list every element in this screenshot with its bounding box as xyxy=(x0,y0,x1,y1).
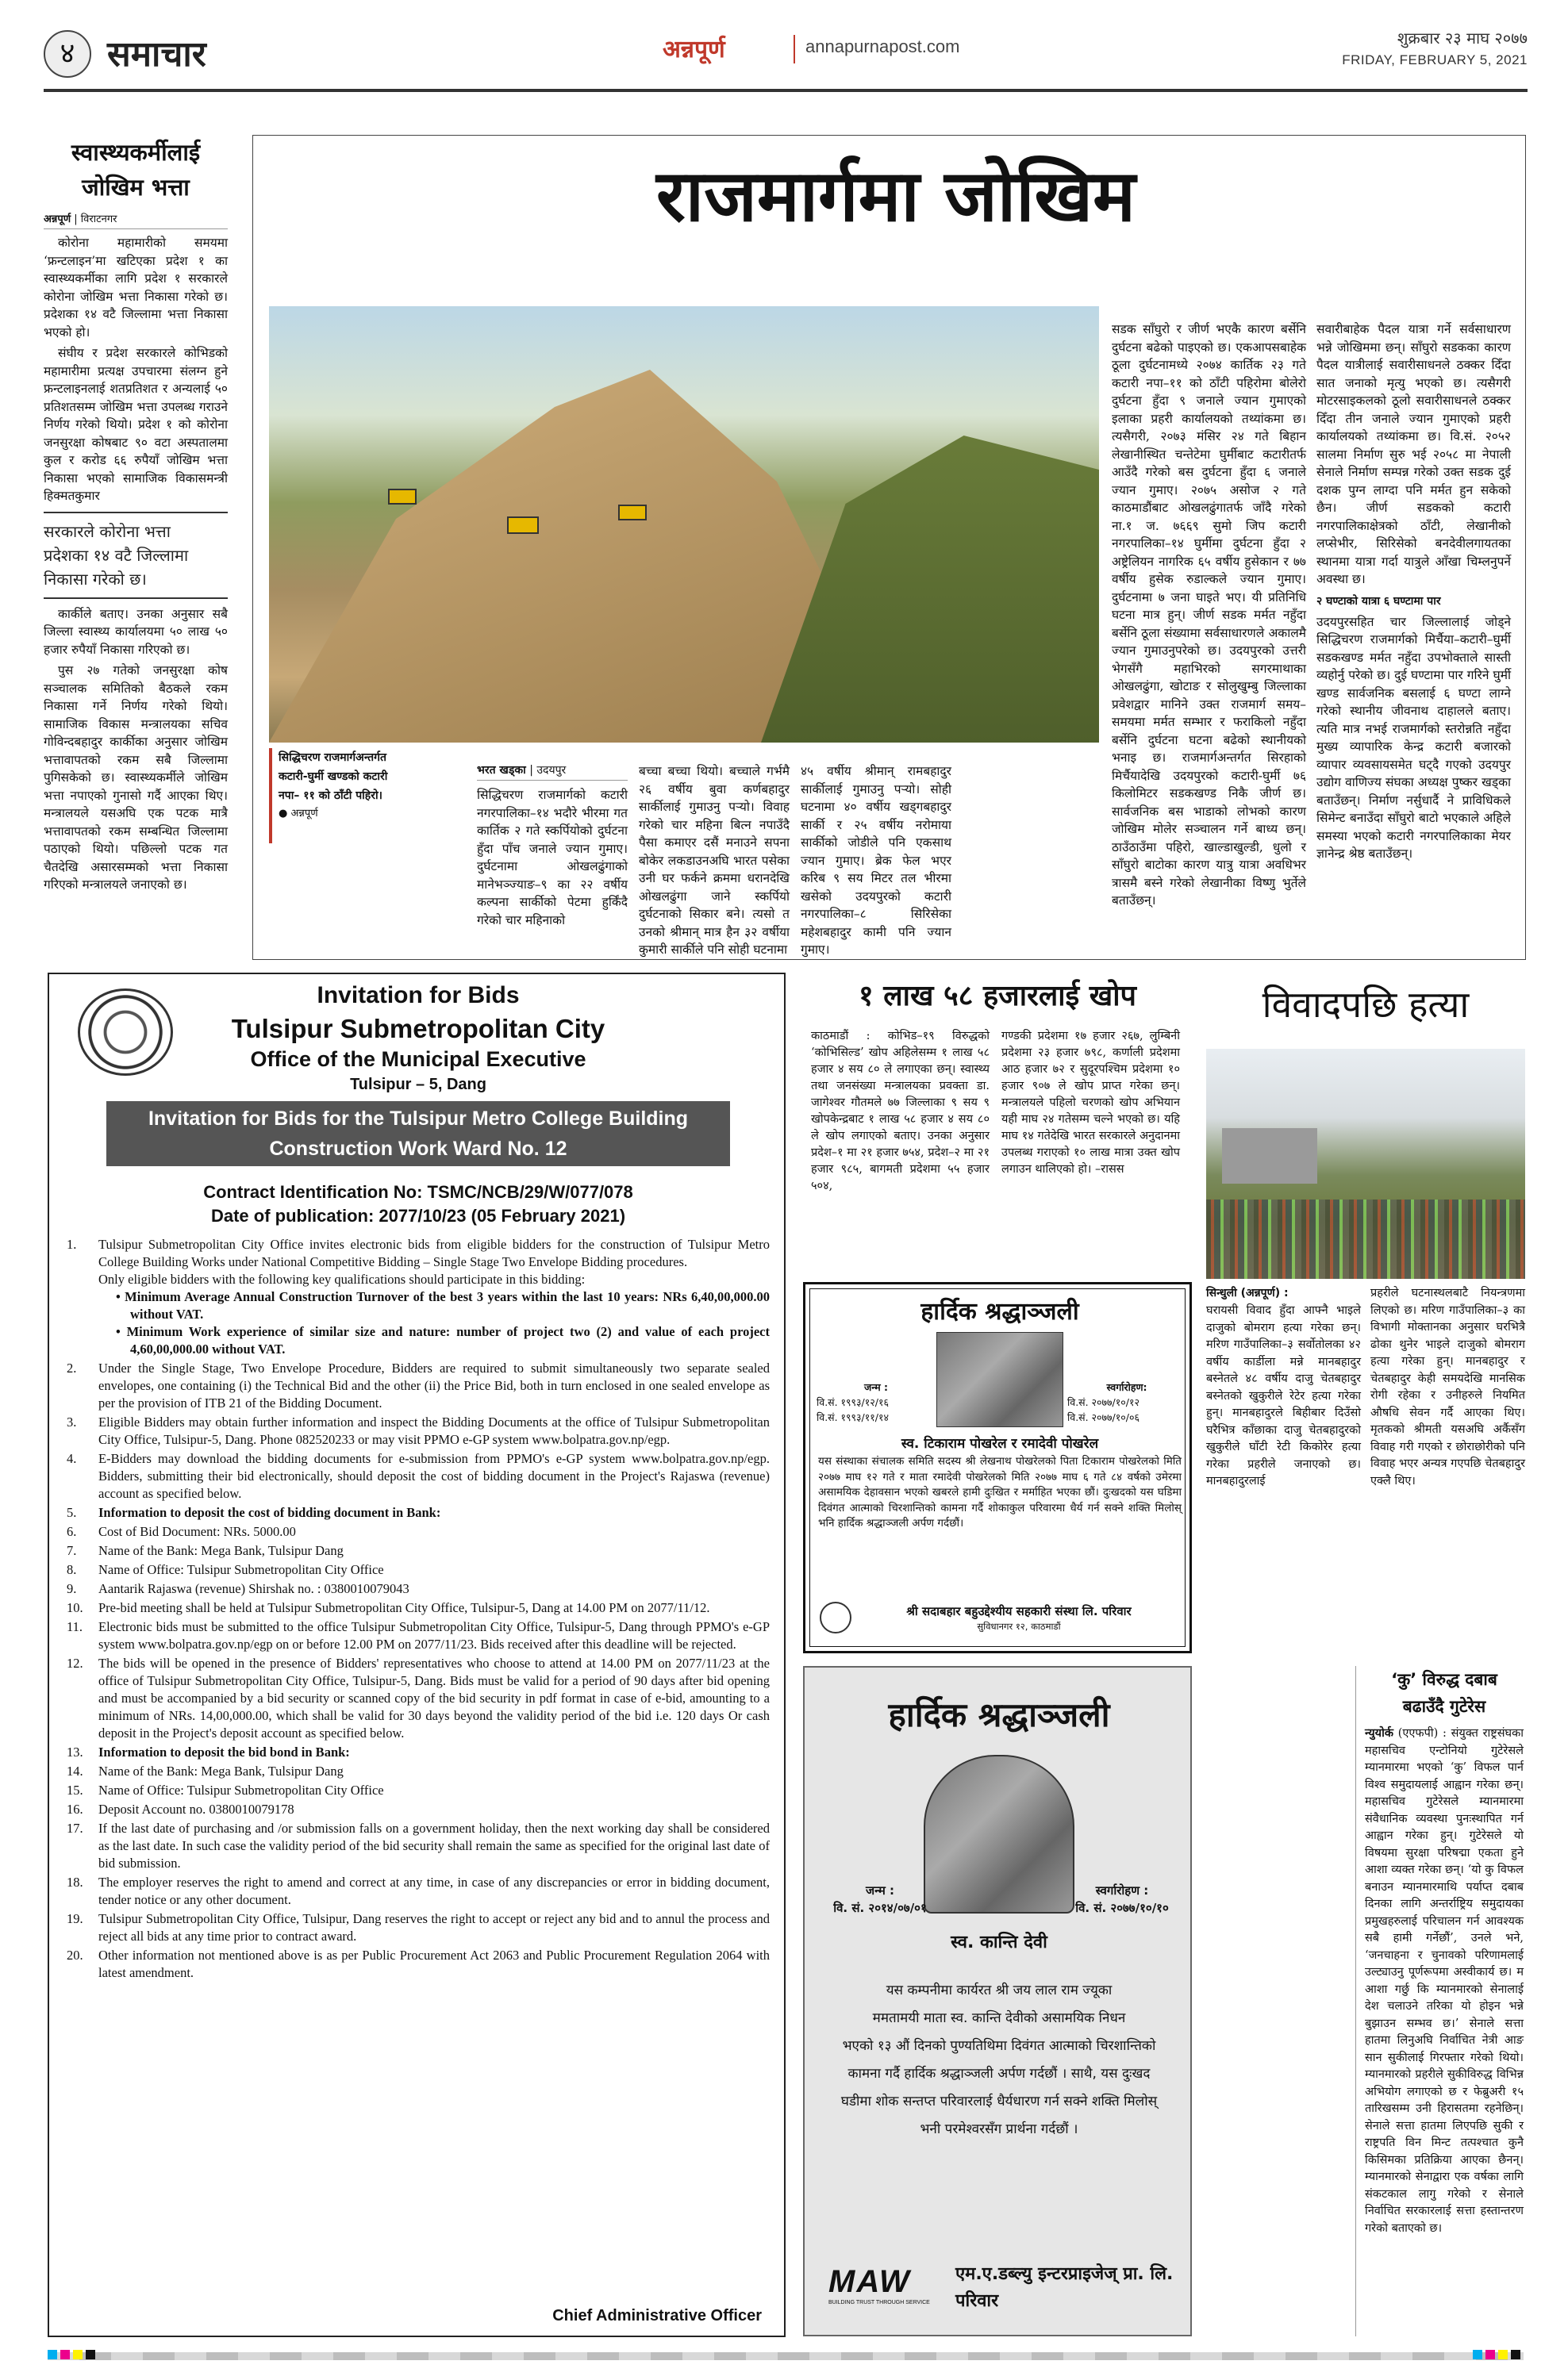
caption-line-3: नपा– ११ को ठाँटी पहिरो। xyxy=(279,789,382,802)
obit1-sign: श्री सदाबहार बहुउद्देश्यीय सहकारी संस्था लि. परिवार xyxy=(906,1604,1132,1618)
obit2-line-6: भनी परमेश्वरसँग प्रार्थना गर्दछौं । xyxy=(920,2121,1078,2137)
bid-item xyxy=(56,1763,770,1780)
registration-swatch xyxy=(86,2350,95,2359)
excavator-icon xyxy=(507,516,539,534)
masthead xyxy=(44,24,1528,99)
obit2-title: हार्दिक श्रद्धाञ्जली xyxy=(888,1695,1110,1734)
main-byline-name: भरत खड्का xyxy=(477,764,526,777)
murder-headline: विवादपछि हत्या xyxy=(1262,983,1470,1026)
bid-item-text: Name of the Bank: Mega Bank, Tulsipur Dang xyxy=(98,1764,344,1779)
bid-item-text: Tulsipur Submetropolitan City Office, Tulsipur, Dang reserves the right to accept or reject any bid and to annul the process and reject all bids at any time prior to contract award. xyxy=(98,1911,770,1944)
page-number: ४ xyxy=(44,30,91,78)
bid-item-number: 9. xyxy=(67,1581,77,1596)
left-para-1: कोरोना महामारीको समयमा ‘फ्रन्टलाइन’मा खटिएका प्रदेश १ का स्वास्थ्यकर्मीका लागि प्रदेश १ सरकारले कोरोना जोखिम भत्ता निकासा गरेको छ। प्रदेशका १४ वटै जिल्लामा भत्ता निकासा भएको हो। xyxy=(44,236,228,340)
main-col-5-wrap xyxy=(1316,321,1511,947)
main-byline-place: उदयपुर xyxy=(536,764,567,777)
landslide-photo xyxy=(269,306,1099,743)
bid-address: Tulsipur – 5, Dang xyxy=(350,1076,486,1093)
obit2-line-5: घडीमा शोक सन्तप्त परिवारलाई धैर्यधारण गर्न सक्ने शक्ति मिलोस् xyxy=(840,2094,1158,2109)
bid-item xyxy=(56,1744,770,1761)
obituary-1 xyxy=(803,1282,1192,1653)
left-pullquote xyxy=(44,512,228,599)
murder-col-2: प्रहरीले घटनास्थलबाटै नियन्त्रणमा लिएको छ। मरिण गाउँपालिका–३ का विभागी मोक्तानका अनुसार घरभित्रै ढोका थुनेर भाइले दाजुको बोमराग हत्या गरेका हुन्। मानबहादुर र चेतबहादुर केही समयदेखि मानसिक रोगी रहेका र उनीहरुले नियमित औषधि सेवन गर्दै आएका थिए। मृतकको श्रीमती यसअघि अर्कैसँग विवाह गरी गएको र छोराछोरीको पनि विवाह भएर अन्यत्र गएपछि चेतबहादुर एक्लै थिए। xyxy=(1370,1287,1525,1488)
obit2-death-value: वि. सं. २०७७/१०/१० xyxy=(1075,1901,1169,1915)
bid-signoff: Chief Administrative Officer xyxy=(552,2307,762,2324)
obit1-birth xyxy=(817,1380,936,1425)
main-col-5: सवारीबाहेक पैदल यात्रा गर्ने सर्वसाधारण भन्ने जोखिममा छन्। साँघुरो सडकका कारण पैदल यात्रीलाई सवारीसाधनले ठक्कर दिँदा सात जनाको मृत्यु भएको छ। त्यसैगरी मोटरसाइकलको ठूलो सवारीसाधनले ठक्कर दिँदा तीन जनाले ज्यान गुमाएको प्रहरी कार्यालयको तथ्यांकमा छ। वि.सं. २०५२ सालमा निर्माण सुरु भई २०५८ मा नेपाली सेनाले निर्माण सम्पन्न गरेको उक्त सडक दुई दशक पुग्न लाग्दा पनि मर्मत हुन सकेको छैन। जीर्ण सडकको कटारी नगरपालिकाक्षेत्रको ठाँटी, लेखानीको लप्सेभीर, सिरिसेको बनदेवीलगायतका स्थानमा यात्रा गर्दा यात्रुले आँखा चिम्लनुपर्ने अवस्था छ। xyxy=(1316,322,1511,586)
bid-item xyxy=(56,1504,770,1522)
bid-item xyxy=(56,1655,770,1742)
bid-item-text: Name of Office: Tulsipur Submetropolitan City Office xyxy=(98,1562,384,1577)
obit2-company-family: परिवार xyxy=(955,2291,999,2311)
bid-item-number: 17. xyxy=(67,1821,83,1836)
guterres-body xyxy=(1365,1725,1524,2237)
bid-item xyxy=(56,1414,770,1449)
bid-office: Office of the Municipal Executive xyxy=(250,1047,586,1071)
byline-brand: अन्नपूर्ण xyxy=(44,213,71,225)
obit2-line-1: यस कम्पनीमा कार्यरत श्री जय लाल राम ज्यूका xyxy=(886,1983,1113,1998)
obit1-logo-icon xyxy=(820,1602,851,1633)
obit2-line-2: ममतामयी माता स्व. कान्ति देवीको असामयिक निधन xyxy=(872,2010,1126,2026)
bid-item-text: Cost of Bid Document: NRs. 5000.00 xyxy=(98,1524,296,1539)
section-name: समाचार xyxy=(107,34,206,75)
obit2-photo xyxy=(924,1755,1074,1914)
date-english: FRIDAY, FEBRUARY 5, 2021 xyxy=(1342,52,1528,67)
guterres-headline-1: ‘कु’ विरुद्ध दबाब xyxy=(1391,1670,1497,1689)
bid-org: Tulsipur Submetropolitan City xyxy=(231,1014,605,1043)
bid-item xyxy=(56,1542,770,1560)
guterres-text: (एएफपी) : संयुक्त राष्ट्रसंघका महासचिव एन्टोनियो गुटेरेसले म्यानमारमा भएको ‘कु’ विफल पार्न विश्व समुदायलाई आह्वान गरेका छन्। महासचिव गुटेरेसले म्यानमारमा संवैधानिक व्यवस्था पुनःस्थापित गर्न आह्वान गरेका हुन्। गुटेरेसले यो विषयमा सुरक्षा परिषद्मा एकता हुने आशा व्यक्त गरेका छन्। ‘यो कु विफल बनाउन म्यानमारमाथि पर्याप्त दबाब दिनका लागि अन्तर्राष्ट्रिय समुदायका प्रमुखहरुलाई परिचालन गर्न आवश्यक सबै हामी गर्नेछौं’, उनले भने, ‘जनचाहना र चुनावको परिणामलाई उल्ट्याउनु पूर्णरूपमा अस्वीकार्य छ। म आशा गर्छु कि म्यानमारको सेनालाई देश चलाउने तरिका यो होइन भन्ने बुझाउन सम्भव छ।’ सेनाले सत्ता हातमा लिनुअघि निर्वाचित नेत्री आङ सान सुकीलाई गिरफ्तार गरेको थियो। म्यानमारको प्रहरीले सुकीविरुद्ध विभिन्न अभियोग लगाएको छ र फेब्रुअरी १५ तारिखसम्म उनी हिरासतमा रहनेछिन्। सेनाले सत्ता हातमा लिएपछि सुकी र राष्ट्रपति विन मिन्ट तत्पश्चात कुनै किसिमका प्रतिक्रिया आएका छैनन्। म्यानमारको सेनाद्वारा एक वर्षका लागि संकटकाल लागु गरेको र सेनाले निर्वाचित सरकारलाई सत्ता हस्तान्तरण गरेको बताएको छ। xyxy=(1365,1727,1524,2235)
vaccine-col-2: गण्डकी प्रदेशमा १७ हजार २६७, लुम्बिनी प्रदेशमा २३ हजार ७९८, कर्णाली प्रदेशमा आठ हजार ७२ र सुदूरपश्चिम प्रदेशमा १० हजार ९०७ ले खोप प्राप्त गरेका छन्। मन्त्रालयले पहिलो चरणको खोप अभियान यही माघ २४ गतेसम्म चल्ने भएको छ। यहि माघ १४ गतेदेखि भारत सरकारले अनुदानमा उपलब्ध गराएको १० लाख मात्रा उक्त खोप लगाउन थालिएको हो। –रासस xyxy=(1001,1030,1180,1176)
obit1-birth-1: वि.सं. १९९३/१२/१६ xyxy=(817,1396,889,1408)
murder-story xyxy=(1206,973,1525,1655)
bid-banner: Invitation for Bids for the Tulsipur Metro College Building Construction Work Ward No. 12 xyxy=(106,1101,730,1166)
bid-item-number: 8. xyxy=(67,1562,77,1577)
bid-item-extra: Only eligible bidders with the following key qualifications should participate in this bidding: xyxy=(98,1272,586,1287)
bid-title: Invitation for Bids xyxy=(317,982,520,1008)
left-para-2: संघीय र प्रदेश सरकारले कोभिडको महामारीमा प्रत्यक्ष उपचारमा संलग्न हुने फ्रन्टलाइनलाई शतप्रतिशत र अन्यलाई ५० प्रतिशतसम्म जोखिम भत्ता उपलब्ध गराउने निर्णय गरेको थियो। प्रदेश १ को कोरोना जनसुरक्षा कोषबाट ९० वटा अस्पतालमा कुल र करोड ६६ रुपैयाँ जोखिम भत्ता निकासा भएको सामाजिक विकासमन्त्री हिक्मतकुमार xyxy=(44,346,228,503)
murder-col-1: घरायसी विवाद हुँदा आफ्नै भाइले दाजुको बोमराग हत्या गरेका छन्। मरिण गाउँपालिका–३ सर्वोतोलका ४२ वर्षीय कार्डीला मन्ने मानबहादुर बस्नेतले ४८ वर्षीय दाजु चेतबहादुर बस्नेतको खुकुरीले रेटेर हत्या गरेका हुन्। मानबहादुरले बिहीबार दिउँसो घरैभित्र काँछाका दाजु चेतबहादुरको खुकुरीले घाँटी रेटी किकोरेर हत्या गरेका प्रहरीले जनाएको छ। मानबहादुरलाई xyxy=(1206,1304,1361,1488)
bid-item-number: 3. xyxy=(67,1415,77,1430)
bid-item xyxy=(56,1618,770,1653)
excavator-icon xyxy=(388,489,417,505)
bid-item-text: Electronic bids must be submitted to the office Tulsipur Submetropolitan City Office, Tulsipur-5, Dang through PPMO's e-GP system www.bolpatra.gov.np/egp on or before 12.00 PM on 2077/11/23. Bids received after this deadline will be rejected. xyxy=(98,1619,770,1652)
registration-swatch xyxy=(1473,2350,1482,2359)
main-col-3: ४५ वर्षीय श्रीमान् रामबहादुर सार्कीलाई गुमाउनु पर्‍यो। सोही घटनामा ४० वर्षीय खड्गबहादुर सार्की र २५ वर्षीय नरोमाया सार्कीको जोडीले पनि एकसाथ ज्यान गुमाए। ब्रेक फेल भएर करिब ९ सय मिटर तल भीरमा खसेको उदयपुरको कटारी नगरपालिका–८ सिरिसेका महेशबहादुर कामी पनि ज्यान गुमाए। xyxy=(801,764,951,957)
pullquote-line-2: प्रदेशका १४ वटै जिल्लामा xyxy=(44,545,189,565)
caption-credit-text: अन्नपूर्ण xyxy=(290,808,318,820)
registration-swatch xyxy=(73,2350,83,2359)
bid-item-text: If the last date of purchasing and /or submission falls on a government holiday, then the next working day shall be considered as the last date. In such case the validity period of the bid security shall remain the same as specified for the original last date of bid submission. xyxy=(98,1821,770,1871)
bid-item-text: Pre-bid meeting shall be held at Tulsipur Submetropolitan City Office, Tulsipur-5, Dang at 14.00 PM on 2077/11/12. xyxy=(98,1600,710,1615)
bid-item xyxy=(56,1580,770,1598)
obit2-death xyxy=(1066,1882,1178,1917)
bid-item-number: 1. xyxy=(67,1237,77,1252)
bid-item-number: 10. xyxy=(67,1600,83,1615)
obit1-sign-sub: सुविधानगर १२, काठमाडौं xyxy=(977,1621,1061,1632)
guterres-story xyxy=(1365,1666,1524,2336)
bid-item xyxy=(56,1450,770,1503)
left-story xyxy=(44,135,228,944)
bid-notice xyxy=(48,973,786,2337)
bid-item-text: Tulsipur Submetropolitan City Office invites electronic bids from eligible bidders for the construction of Tulsipur Metro College Building Works under National Competitive Bidding – Single Stage Two Envelope Bidding procedures. xyxy=(98,1237,770,1269)
left-body-2 xyxy=(44,605,228,894)
pullquote-line-3: निकासा गरेको छ। xyxy=(44,569,147,589)
bid-item xyxy=(56,1874,770,1909)
crowd-shape xyxy=(1206,1200,1525,1279)
bid-item-number: 15. xyxy=(67,1783,83,1798)
maw-logo-tag: BUILDING TRUST THROUGH SERVICE xyxy=(828,2300,930,2305)
vaccine-col-1: काठमाडौं : कोभिड–१९ विरुद्धको ‘कोभिसिल्ड’ खोप अहिलेसम्म १ लाख ५८ हजार ४ सय ८० ले लगाएका छन्। स्वास्थ्य तथा जनसंख्या मन्त्रालयका प्रवक्ता डा. जागेश्वर गौतमले ७७ जिल्लाका ९ सय ९ खोपकेन्द्रबाट १ लाख ५८ हजार ४ सय ८० ले खोप लगाएको बताए। उनका अनुसार प्रदेश–१ मा २१ हजार ७५४, प्रदेश–२ मा २१ हजार ९८५, बागमती प्रदेशमा ५५ हजार ५०४, xyxy=(811,1030,990,1192)
bid-item-text: The bids will be opened in the presence of Bidders' representatives who choose to attend at 14.00 PM on 2077/11/23 at the office of Tulsipur Submetropolitan City Office, Tulsipur-5, Dang. Bids must be valid for a period of 90 days after bid opening and must be accompanied by a bid security or scanned copy of the bid security in pdf format in case of e-bid, amounting to a minimum of NRs. 14,00,000.00, which shall be valid for 30 days beyond the validity period of the bid i.e. 120 days Or cash deposit in the Project's deposit account as specified below. xyxy=(98,1656,770,1741)
bid-item-text: Deposit Account no. 0380010079178 xyxy=(98,1802,294,1817)
murder-byline: सिन्धुली (अन्नपूर्ण) : xyxy=(1206,1287,1289,1299)
registration-swatch xyxy=(1511,2350,1520,2359)
registration-swatch xyxy=(1485,2350,1495,2359)
bid-item-text: Other information not mentioned above is as per Public Procurement Act 2063 and Public Procurement Regulation 2064 with latest amendment. xyxy=(98,1948,770,1980)
bid-item xyxy=(56,1910,770,1945)
left-headline-1: स्वास्थ्यकर्मीलाई xyxy=(71,139,201,166)
registration-swatch xyxy=(60,2350,70,2359)
obit2-birth-value: वि. सं. २०१४/०७/०१ xyxy=(833,1901,927,1915)
bid-item-number: 6. xyxy=(67,1524,77,1539)
masthead-rule xyxy=(44,89,1528,92)
obit1-birth-label: जन्म : xyxy=(863,1381,889,1393)
obit1-body: यस संस्थाका संचालक समिति सदस्य श्री लेखनाथ पोखरेलको पिता टिकाराम पोखरेलको मिति २०७७ माघ १२ गते र माता रमादेवी पोखरेलको मिति २०७७ माघ ६ गते ८४ वर्षको उमेरमा असामयिक देहावसान भएको खबरले हामी दुःखित र मर्माहित भएका छौं। दुःखदको यस घडिमा दिवंगत आत्माको चिरशान्तिको कामना गर्दै शोकाकुल परिवारमा धैर्य गर्न सक्ने शक्ति मिलोस् भनि हार्दिक श्रद्धाञ्जली अर्पण गर्दछौं। xyxy=(818,1455,1182,1530)
left-para-3: कार्कीले बताए। उनका अनुसार सबै जिल्ला स्वास्थ्य कार्यालयमा ५० लाख ५० हजार रुपैयाँ निकासा गरिएको छ। xyxy=(44,606,228,657)
bid-item xyxy=(56,1782,770,1799)
bid-item-text: Under the Single Stage, Two Envelope Procedure, Bidders are required to submit simultaneously two separate sealed envelopes, one containing (i) the Technical Bid and the other (ii) the Price Bid, both in turn enclosed in one sealed envelope as per the provision of ITB 21 of the Bidding Document. xyxy=(98,1361,770,1411)
obit2-line-3: भएको १३ औं दिनको पुण्यतिथिमा दिवंगत आत्माको चिरशान्तिको xyxy=(842,2038,1156,2054)
bid-items xyxy=(56,1236,770,2299)
bid-item-number: 12. xyxy=(67,1656,83,1671)
obituary-2 xyxy=(803,1666,1192,2336)
obit2-birth-label: जन्म : xyxy=(865,1883,895,1898)
house-shape xyxy=(1222,1128,1317,1184)
obit2-death-label: स्वर्गारोहण : xyxy=(1095,1883,1149,1898)
excavator-icon xyxy=(618,505,647,520)
brand-divider xyxy=(794,35,795,63)
crowd-photo xyxy=(1206,1049,1525,1279)
bid-item-number: 2. xyxy=(67,1361,77,1376)
bid-item-number: 7. xyxy=(67,1543,77,1558)
guterres-divider xyxy=(1355,1666,1356,2336)
vaccine-story xyxy=(811,973,1184,1274)
bid-pubdate: Date of publication: 2077/10/23 (05 February 2021) xyxy=(210,1206,626,1226)
caption-credit: ● अन्नपूर्ण xyxy=(279,808,318,820)
caption-title: सिद्धिचरण राजमार्गअन्तर्गत xyxy=(279,751,386,764)
obit2-company-name: एम.ए.डब्ल्यु इन्टरप्राइजेज् प्रा. लि. xyxy=(955,2264,1174,2284)
bid-item xyxy=(56,1599,770,1617)
obit1-death-label: स्वर्गारोहण: xyxy=(1106,1381,1147,1393)
main-byline: भरत खड्का | उदयपुर xyxy=(477,762,628,781)
main-col-5b: उदयपुरसहित चार जिल्लालाई जोड्ने सिद्धिचरण राजमार्गको मिर्चैया–कटारी–घुर्मी सडकखण्ड मर्मत नहुँदा उपभोक्ताले सास्ती व्यहोर्नु परेको छ। दुई घण्टामा पार गरिने घुर्मी खण्ड सार्वजनिक बसलाई ६ घण्टा लाग्ने गरेको स्थानीय जीवनाथ दाहालले बताए। त्यति मात्र नभई राजमार्गको स्तरोन्नति नहुँदा मुख्य व्यापारिक केन्द्र कटारी बजारको व्यापार व्यवसायसमेत घट्दै गएको उदयपुर उद्योग वाणिज्य संघका अध्यक्ष पुष्कर खड्का बताउँछन्। निर्माण नर्सुधार्दै ने प्राविधिकले सिमेन्ट बनाउँदा साँघुरो बाटो भएकाले अहिले समस्या भएको कटारी नगरपालिकाका मेयर ज्ञानेन्द्र श्रेष्ठ बताउँछन्। xyxy=(1316,614,1511,861)
main-subhead: २ घण्टाको यात्रा ६ घण्टामा पार xyxy=(1316,594,1441,608)
bid-qualification: • Minimum Average Annual Construction Turnover of the best 3 years within the last 10 years: NRs 6,40,00,000.00 without VAT. xyxy=(116,1289,770,1322)
bid-item-text: The employer reserves the right to amend and correct at any time, in case of any discrepancies or error in bidding document, tender notice or any other document. xyxy=(98,1875,770,1907)
obit2-birth xyxy=(828,1882,932,1917)
bid-item-number: 14. xyxy=(67,1764,83,1779)
obit1-death xyxy=(1067,1380,1186,1425)
left-para-4: पुस २७ गतेको जनसुरक्षा कोष सञ्चालक समितिको बैठकले रकम निकासा गर्ने निर्णय गरेको थियो। सामाजिक विकास मन्त्रालयका सचिव गोविन्दबहादुर कार्कीका अनुसार जोखिम भत्तावापतको रकम सबै जिल्लामा पुगिसकेको छ। स्वास्थ्यकर्मीले जोखिम भत्ता नपाएको गुनासो गर्दै आएका थिए। मन्त्रालयले यसअघि एक पटक मात्रै भत्तावापतको रकम सम्बन्धित जिल्लामा पठाएको थियो। पछिल्लो पटक गत चैतदेखि असारसम्मको भत्ता निकासा गरिएको मन्त्रालयले जनाएको छ। xyxy=(44,663,228,892)
guterres-headline-2: बढाउँदै गुटेरेस xyxy=(1402,1697,1486,1716)
obit1-title: हार्दिक श्रद्धाञ्जली xyxy=(920,1298,1079,1326)
bid-item xyxy=(56,1820,770,1872)
bid-item xyxy=(56,1801,770,1818)
bid-item-number: 11. xyxy=(67,1619,83,1634)
bid-item-number: 19. xyxy=(67,1911,83,1926)
bid-item-text: Aantarik Rajaswa (revenue) Shirshak no. : 0380010079043 xyxy=(98,1581,409,1596)
bid-item-number: 18. xyxy=(67,1875,83,1890)
bid-contract: Contract Identification No: TSMC/NCB/29/W/077/078 xyxy=(203,1182,633,1202)
bid-item-number: 13. xyxy=(67,1745,83,1760)
obit2-name: स्व. कान्ति देवी xyxy=(951,1933,1047,1952)
obit1-death-2: वि.सं. २०७७/१०/०६ xyxy=(1067,1411,1139,1423)
date-nepali: शुक्रबार २३ माघ २०७७ xyxy=(1397,29,1528,48)
caption-line-2: कटारी-घुर्मी खण्डको कटारी xyxy=(279,770,388,783)
maw-logo xyxy=(828,2264,947,2305)
main-col-2: बच्चा बच्चा थियो। बच्चाले गर्भमै २६ वर्षीय बुवा कर्णबहादुर सार्कीलाई गुमाउनु पर्‍यो। विवाह गरेको चार महिना बित्न नपाउँदै पैसा कमाएर दसैं मनाउने सपना बोकेर लकडाउनअघि भारत पसेका उनी घर फर्कने क्रममा धरानदेखि ओखलढुंगा जाने स्कर्पियो दुर्घटनाको सिकार बने। त्यसो त उनको श्रीमान् मात्र हैन ३२ वर्षीया कुमारी सार्कीले पनि सोही घटनामा xyxy=(639,764,790,957)
obit2-company xyxy=(955,2261,1186,2315)
bid-item-number: 16. xyxy=(67,1802,83,1817)
bid-item xyxy=(56,1236,770,1358)
obit1-birth-2: वि.सं. १९९३/११/१४ xyxy=(817,1411,889,1423)
bid-item-number: 5. xyxy=(67,1505,77,1520)
obit1-photo xyxy=(936,1332,1063,1427)
vaccine-headline: १ लाख ५८ हजारलाई खोप xyxy=(859,980,1136,1012)
obit1-death-1: वि.सं. २०७७/१०/१२ xyxy=(1067,1396,1139,1408)
bid-item xyxy=(56,1561,770,1579)
registration-swatch xyxy=(48,2350,57,2359)
print-register-bar xyxy=(48,2352,1524,2360)
left-byline: अन्नपूर्ण | विराटनगर xyxy=(44,211,228,229)
bid-item-text: E-Bidders may download the bidding documents for e-submission from PPMO's e-GP system www.bolpatra.gov.np/egp. Bidders, submitting their bid electronically, should deposit the cost of bidding document in the Project's Rajaswa (revenue) account as specified below. xyxy=(98,1451,770,1501)
obit1-names: स्व. टिकाराम पोखरेल र रमादेवी पोखरेल xyxy=(901,1436,1099,1452)
registration-swatch xyxy=(1498,2350,1508,2359)
main-col-1: सिद्धिचरण राजमार्गको कटारी नगरपालिका–१४ भदौरे भीरमा गत कार्तिक २ गते स्कर्पियोको दुर्घटना हुँदा पाँच जनाले ज्यान गुमाए। दुर्घटनामा ओखलढुंगाको मानेभञ्ज्याङ–९ का २२ वर्षीय कल्पना सार्कीको पेटमा हुर्किंदै गरेको चार महिनाको xyxy=(477,788,628,927)
bid-item-text: Information to deposit the bid bond in Bank: xyxy=(98,1745,350,1760)
bid-item-text: Name of Office: Tulsipur Submetropolitan City Office xyxy=(98,1783,384,1798)
obit2-message xyxy=(813,1977,1186,2144)
bid-item-text: Information to deposit the cost of bidding document in Bank: xyxy=(98,1505,441,1520)
main-headline: राजमार्गमा जोखिम xyxy=(655,155,1136,238)
left-headline-2: जोखिम भत्ता xyxy=(82,174,190,201)
photo-caption xyxy=(269,748,467,843)
main-story-box xyxy=(252,135,1526,960)
byline-place: विराटनगर xyxy=(80,213,117,225)
bid-item-number: 4. xyxy=(67,1451,77,1466)
bid-qualification: • Minimum Work experience of similar size and nature: number of project two (2) and value of each project 4,60,00,000.00 without VAT. xyxy=(116,1324,770,1357)
pullquote-line-1: सरकारले कोरोना भत्ता xyxy=(44,521,171,541)
bid-item-text: Name of the Bank: Mega Bank, Tulsipur Dang xyxy=(98,1543,344,1558)
bid-item-text: Eligible Bidders may obtain further information and inspect the Bidding Documents at the office of Tulsipur Submetropolitan City Office, Tulsipur-5, Dang. Phone 082520233 or may visit PPMO e-GP system www.bolpatra.gov.np/egp. xyxy=(98,1415,770,1447)
maw-logo-text: MAW xyxy=(828,2264,911,2299)
brand-logo: अन्नपूर्ण xyxy=(663,36,725,63)
bid-item xyxy=(56,1947,770,1982)
main-col-4: सडक साँघुरो र जीर्ण भएकै कारण बर्सेनि दुर्घटना बढेको पाइएको छ। एकआपसबाहेक ठूला दुर्घटनामध्ये २०७४ कार्तिक २३ गते कटारी नपा–११ को ठाँटी पहिरोमा बोलेरो दुर्घटना हुँदा ९ जनाले ज्यान गुमाएको इलाका प्रहरी कार्यालयको तथ्यांकमा छ। त्यसैगरी, २०७३ मंसिर २४ गते बिहान लेखानीस्थित चन्तेटेमा घुर्मीबाट कटारीतर्फ आउँदै गरेको बस दुर्घटना हुँदा ६ जनाले ज्यान गुमाए। २०७५ असोज २ गते काठमाडौंबाट ओखलढुंगातर्फ जाँदै गरेको ना.१ ज. ७६६९ सुमो जिप कटारी नगरपालिका–१४ घुर्मीमा दुर्घटना हुँदा २ अष्ट्रेलियन नागरिक ६५ वर्षीय हुसेकान र ७७ वर्षीय हुसेक रुडाल्कले ज्यान गुमाए। दुर्घटनामा ७ जना घाइते भए। यी प्रतिनिधि घटना मात्र हुन्। जीर्ण सडक मर्मत नहुँदा बर्सेनि ठूला संख्यामा सर्वसाधारणले अकालमै ज्यान गुमाउनुपरेको छ। उदयपुरको उत्तरी भेगसँगै महाभिरको सगरमाथाका ओखलढुंगा, खोटाङ र सोलुखुम्बु जिल्लाका प्रवेशद्वार मानिने उक्त राजमार्ग समय–समयमा मर्मत सम्भार र फराकिलो नहुँदा बर्सेनि दुर्घटना घटना बढेको स्थानीयको भनाइ छ। राजमार्गअन्तर्गत सिरहाको मिर्चैयादेखि उदयपुरको कटारी-घुर्मी ७६ किलोमिटर सडकखण्ड निकै जीर्ण छ। सार्वजनिक बस भाडाको लोभको कारण जोखिम मोलेर सञ्चालन गर्ने बाध्य छन्। ठाउँठाउँमा पहिरो, खाल्डाखुल्डी, धुलो र साँघुरो बाटोका कारण यात्रु यात्रा अवधिभर त्रासमै बस्ने गरेको लेखानीका विष्णु भुर्तेले बताउँछन्। xyxy=(1112,322,1306,908)
guterres-byline: न्युयोर्क xyxy=(1365,1726,1393,1740)
left-body xyxy=(44,234,228,505)
site-url: annapurnapost.com xyxy=(805,36,960,56)
bid-item xyxy=(56,1523,770,1541)
obit2-line-4: कामना गर्दै हार्दिक श्रद्धाञ्जली अर्पण गर्दछौं । साथै, यस दुःखद xyxy=(847,2066,1151,2082)
bid-item xyxy=(56,1360,770,1412)
bid-item-number: 20. xyxy=(67,1948,83,1963)
